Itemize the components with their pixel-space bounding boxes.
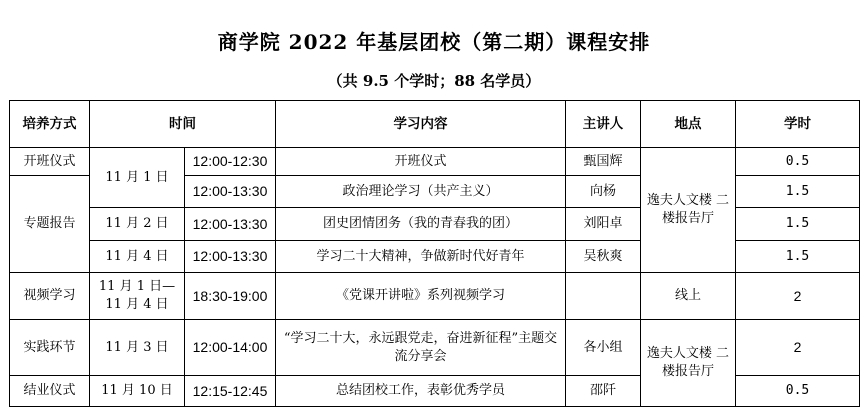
time-cell: 12:00-13:30 — [185, 241, 276, 273]
content-cell: 团史团情团务（我的青春我的团） — [276, 208, 566, 241]
table-row — [10, 320, 860, 376]
location-cell: 逸夫人文楼 二楼报告厅 — [641, 320, 736, 407]
hours-cell: 1.5 — [736, 176, 860, 208]
page-subtitle: （共 9.5 个学时；88 名学员） — [327, 72, 541, 90]
content-cell: 开班仪式 — [276, 148, 566, 176]
speaker-cell: 甄国辉 — [566, 148, 641, 176]
time-cell: 18:30-19:00 — [185, 273, 276, 320]
header-speaker: 主讲人 — [566, 101, 641, 148]
mode-cell: 结业仪式 — [10, 376, 90, 407]
time-cell: 12:15-12:45 — [185, 376, 276, 407]
mode-cell: 专题报告 — [10, 176, 90, 273]
speaker-cell: 邵阡 — [566, 376, 641, 407]
mode-cell: 实践环节 — [10, 320, 90, 376]
header-mode: 培养方式 — [10, 101, 90, 148]
page-title: 商学院 2022 年基层团校（第二期）课程安排 — [217, 30, 651, 54]
time-cell: 12:00-13:30 — [185, 176, 276, 208]
hours-cell: 1.5 — [736, 208, 860, 241]
content-cell: 政治理论学习（共产主义） — [276, 176, 566, 208]
speaker-cell: 各小组 — [566, 320, 641, 376]
hours-cell: 0.5 — [736, 376, 860, 407]
hours-cell: 2 — [736, 273, 860, 320]
header-location: 地点 — [641, 101, 736, 148]
header-row — [10, 101, 860, 148]
time-cell: 12:00-14:00 — [185, 320, 276, 376]
speaker-cell: 刘阳卓 — [566, 208, 641, 241]
location-cell: 逸夫人文楼 二楼报告厅 — [641, 148, 736, 273]
speaker-cell — [566, 273, 641, 320]
speaker-cell: 吴秋爽 — [566, 241, 641, 273]
header-content: 学习内容 — [276, 101, 566, 148]
speaker-cell: 向杨 — [566, 176, 641, 208]
time-cell: 12:00-12:30 — [185, 148, 276, 176]
time-cell: 12:00-13:30 — [185, 208, 276, 241]
location-cell: 线上 — [641, 273, 736, 320]
content-cell: 《党课开讲啦》系列视频学习 — [276, 273, 566, 320]
table-row — [10, 148, 860, 176]
date-cell: 11 月 10 日 — [90, 376, 185, 407]
mode-cell: 开班仪式 — [10, 148, 90, 176]
hours-cell: 2 — [736, 320, 860, 376]
date-cell: 11 月 1 日 — [90, 148, 185, 208]
mode-cell: 视频学习 — [10, 273, 90, 320]
date-cell: 11 月 1 日— 11 月 4 日 — [90, 273, 185, 320]
content-cell: 总结团校工作，表彰优秀学员 — [276, 376, 566, 407]
header-time: 时间 — [90, 101, 276, 148]
hours-cell: 0.5 — [736, 148, 860, 176]
content-cell: 学习二十大精神，争做新时代好青年 — [276, 241, 566, 273]
table-row — [10, 273, 860, 320]
date-cell: 11 月 4 日 — [90, 241, 185, 273]
content-cell: “学习二十大，永远跟党走，奋进新征程”主题交流分享会 — [276, 320, 566, 376]
date-cell: 11 月 2 日 — [90, 208, 185, 241]
header-hours: 学时 — [736, 101, 860, 148]
schedule-table — [9, 100, 860, 407]
hours-cell: 1.5 — [736, 241, 860, 273]
date-cell: 11 月 3 日 — [90, 320, 185, 376]
